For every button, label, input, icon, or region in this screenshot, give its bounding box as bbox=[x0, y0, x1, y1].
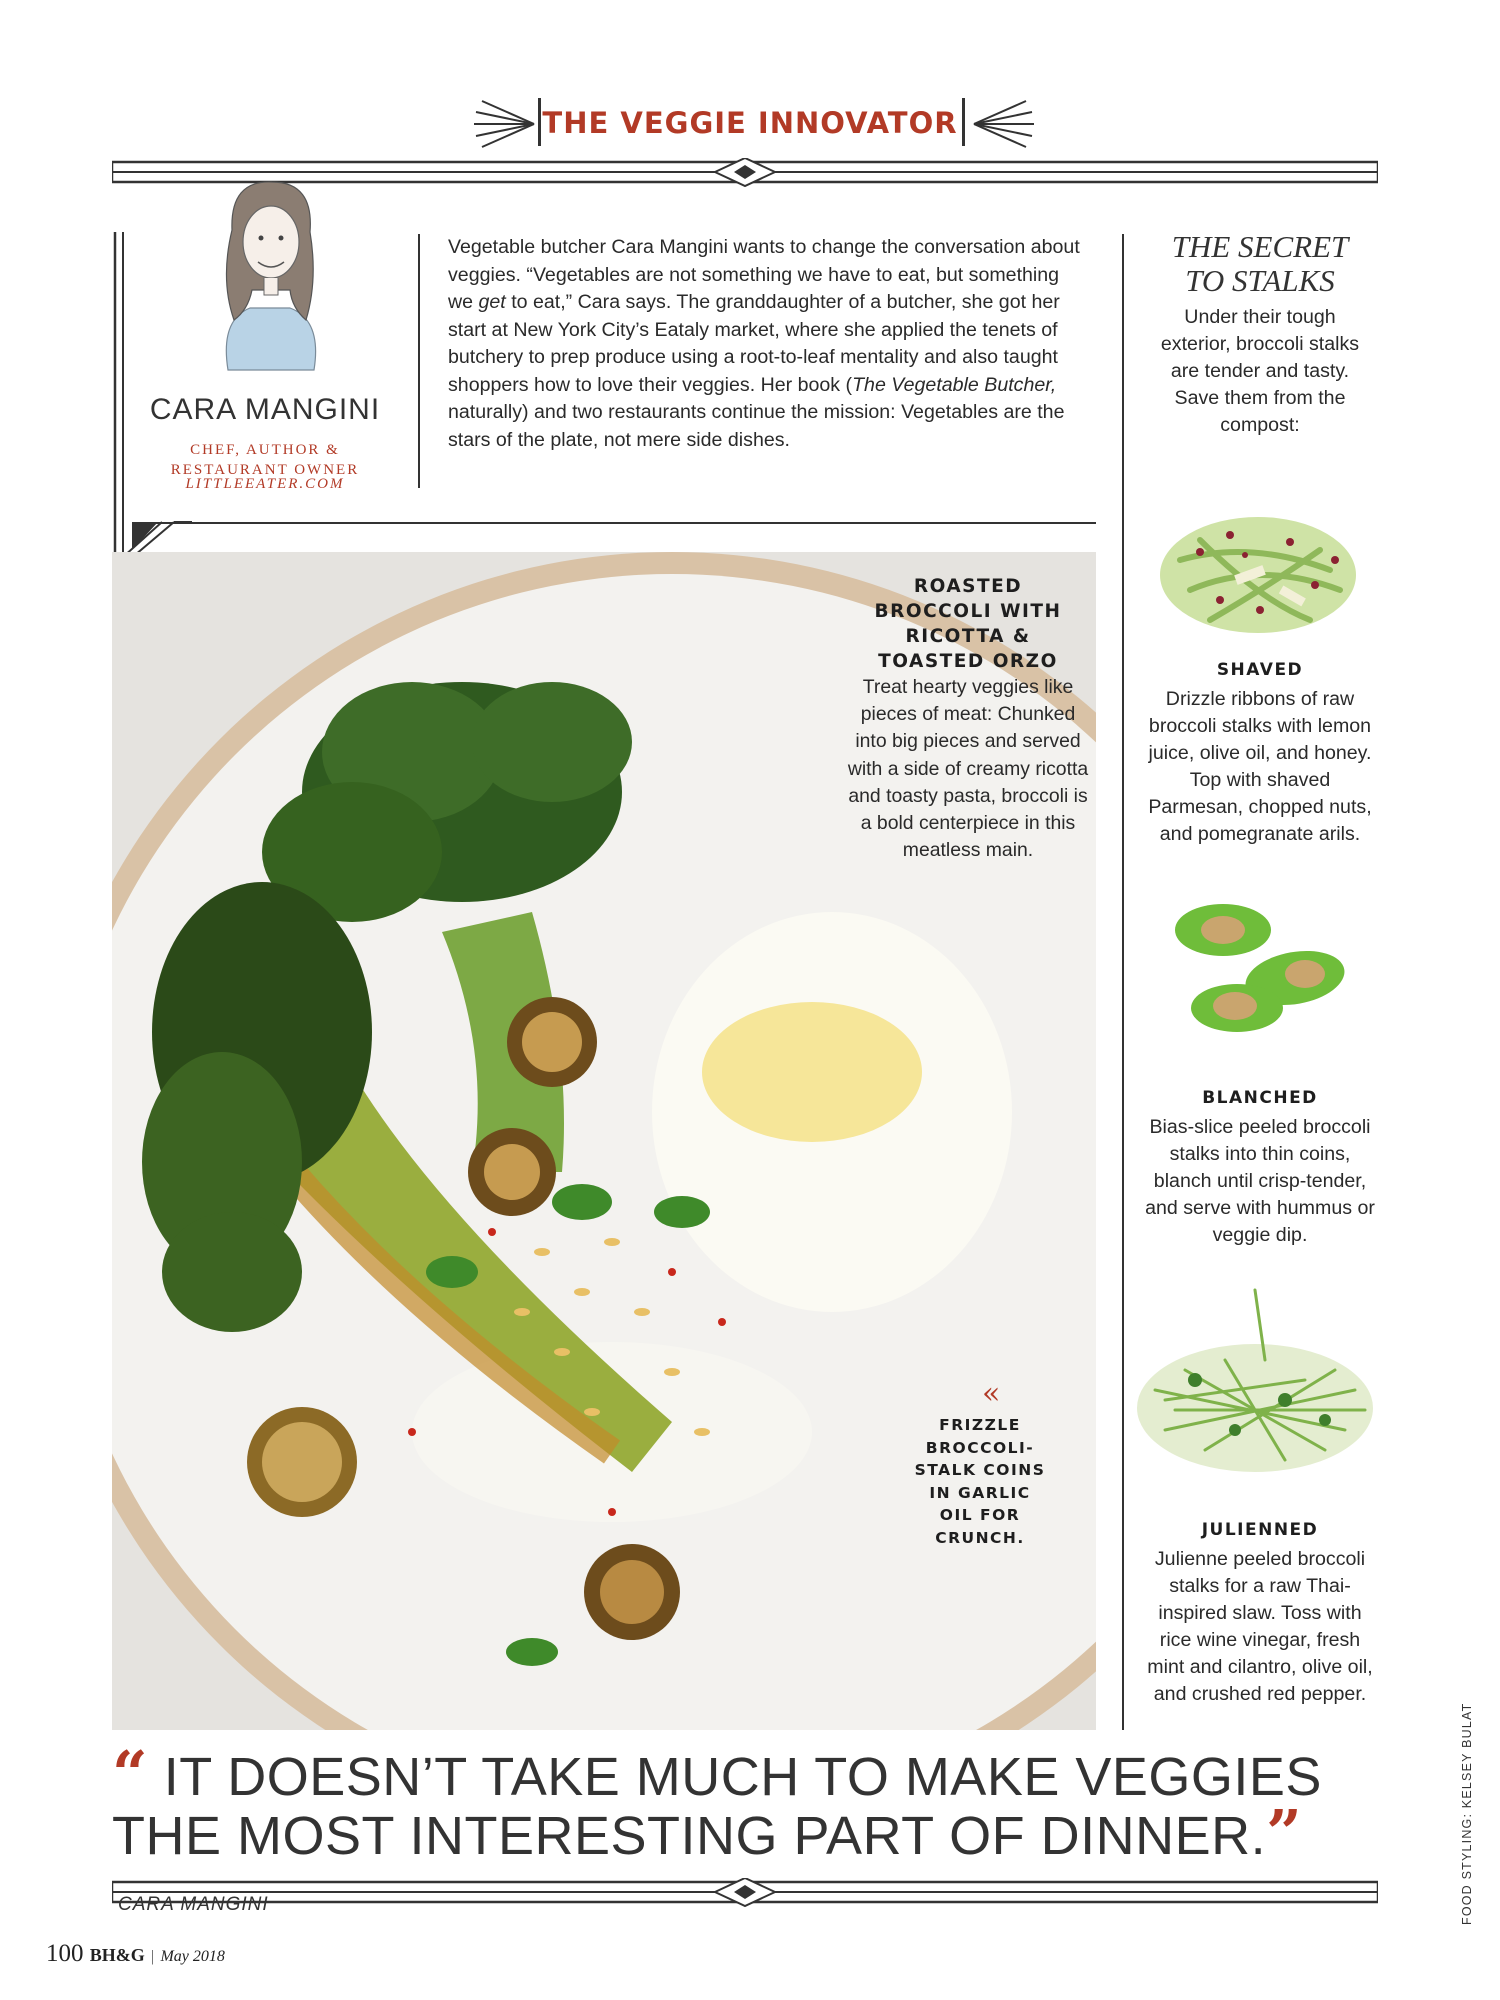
section-title: THE VEGGIE INNOVATOR bbox=[542, 106, 958, 140]
recipe-description: Treat hearty veggies like pieces of meat: Chunked into big pieces and served with a side of creamy ricotta and toasty pasta, broccoli is a bold centerpiece in this meatless main. bbox=[847, 676, 1089, 862]
intro-emphasis: get bbox=[478, 291, 506, 313]
julienned-broccoli-photo bbox=[1125, 1280, 1385, 1510]
sidebar-divider bbox=[1122, 234, 1124, 1730]
intro-text-1: Vegetable butcher Cara Mangini wants to change the conversation about veggies. “Vegetables are not something we have to eat, but something we bbox=[448, 236, 1080, 313]
page-folio bbox=[46, 1940, 225, 1968]
profile-role bbox=[130, 440, 400, 480]
intro-bottom-rule bbox=[140, 522, 1096, 524]
shaved-broccoli-photo bbox=[1140, 490, 1370, 660]
sidebar-item-text-blanched: Bias-slice peeled broccoli stalks into thin coins, blanch until crisp-tender, and serve with hummus or veggie dip. bbox=[1145, 1116, 1375, 1246]
sidebar-title bbox=[1140, 230, 1380, 298]
sidebar-item-heading-shaved: SHAVED bbox=[1216, 660, 1304, 680]
profile-role-line2: RESTAURANT OWNER bbox=[170, 462, 360, 478]
photo-credit: FOOD STYLING: KELSEY BULAT bbox=[1460, 1702, 1474, 1925]
photo-callout: FRIZZLE BROCCOLI-STALK COINS IN GARLIC OIL FOR CRUNCH. bbox=[914, 1416, 1046, 1547]
magazine-name: BH&G bbox=[89, 1945, 145, 1965]
banner-bar-right bbox=[962, 98, 965, 146]
profile-website-link[interactable]: LITTLEEATER.COM bbox=[185, 476, 345, 492]
recipe-title: ROASTED BROCCOLI WITH RICOTTA & TOASTED ORZO bbox=[874, 576, 1062, 672]
sidebar-item-text-shaved: Drizzle ribbons of raw broccoli stalks with lemon juice, olive oil, and honey. Top with shaved Parmesan, chopped nuts, and pomegranate arils. bbox=[1148, 688, 1372, 845]
intro-paragraph bbox=[448, 234, 1088, 454]
profile-name: CARA MANGINI bbox=[149, 393, 381, 426]
blanched-broccoli-photo bbox=[1165, 890, 1365, 1040]
folio-separator: | bbox=[151, 1948, 155, 1965]
sidebar-item-text-julienned: Julienne peeled broccoli stalks for a raw Thai-inspired slaw. Toss with rice wine vinegar, fresh mint and cilantro, olive oil, and crushed red pepper. bbox=[1147, 1548, 1373, 1705]
sidebar-title-line2: TO STALKS bbox=[1185, 263, 1335, 298]
page-number: 100 bbox=[46, 1940, 84, 1967]
sidebar-title-line1: THE SECRET bbox=[1171, 229, 1349, 264]
callout-chevron-icon: « bbox=[982, 1376, 1001, 1411]
sidebar-item-heading-blanched: BLANCHED bbox=[1202, 1088, 1318, 1108]
sidebar-item-heading-julienned: JULIENNED bbox=[1201, 1520, 1319, 1540]
banner-sunburst-left-icon bbox=[468, 96, 538, 152]
portrait-illustration bbox=[180, 170, 360, 380]
issue-date: May 2018 bbox=[160, 1948, 225, 1965]
bottom-rule-divider bbox=[112, 1878, 1378, 1908]
quote-attribution: CARA MANGINI bbox=[118, 1894, 269, 1915]
banner-sunburst-right-icon bbox=[970, 96, 1040, 152]
quote-close-icon: ” bbox=[1266, 1796, 1303, 1869]
profile-divider bbox=[418, 234, 420, 488]
intro-text-3: naturally) and two restaurants continue the mission: Vegetables are the stars of the plate, not mere side dishes. bbox=[448, 401, 1065, 451]
quote-open-icon: “ bbox=[112, 1737, 149, 1810]
quote-text: IT DOESN’T TAKE MUCH TO MAKE VEGGIES THE MOST INTERESTING PART OF DINNER. bbox=[112, 1747, 1322, 1866]
intro-text-2: to eat,” Cara says. The granddaughter of a butcher, she got her start at New York City’s Eataly market, where she applied the tenets of butchery to prep produce using a root-to-leaf mentality and also taught shoppers how to love their veggies. Her book ( bbox=[448, 291, 1060, 396]
sidebar-intro: Under their tough exterior, broccoli stalks are tender and tasty. Save them from the compost: bbox=[1160, 306, 1360, 436]
intro-book-title: The Vegetable Butcher, bbox=[852, 373, 1057, 396]
profile-role-line1: CHEF, AUTHOR & bbox=[190, 442, 340, 458]
